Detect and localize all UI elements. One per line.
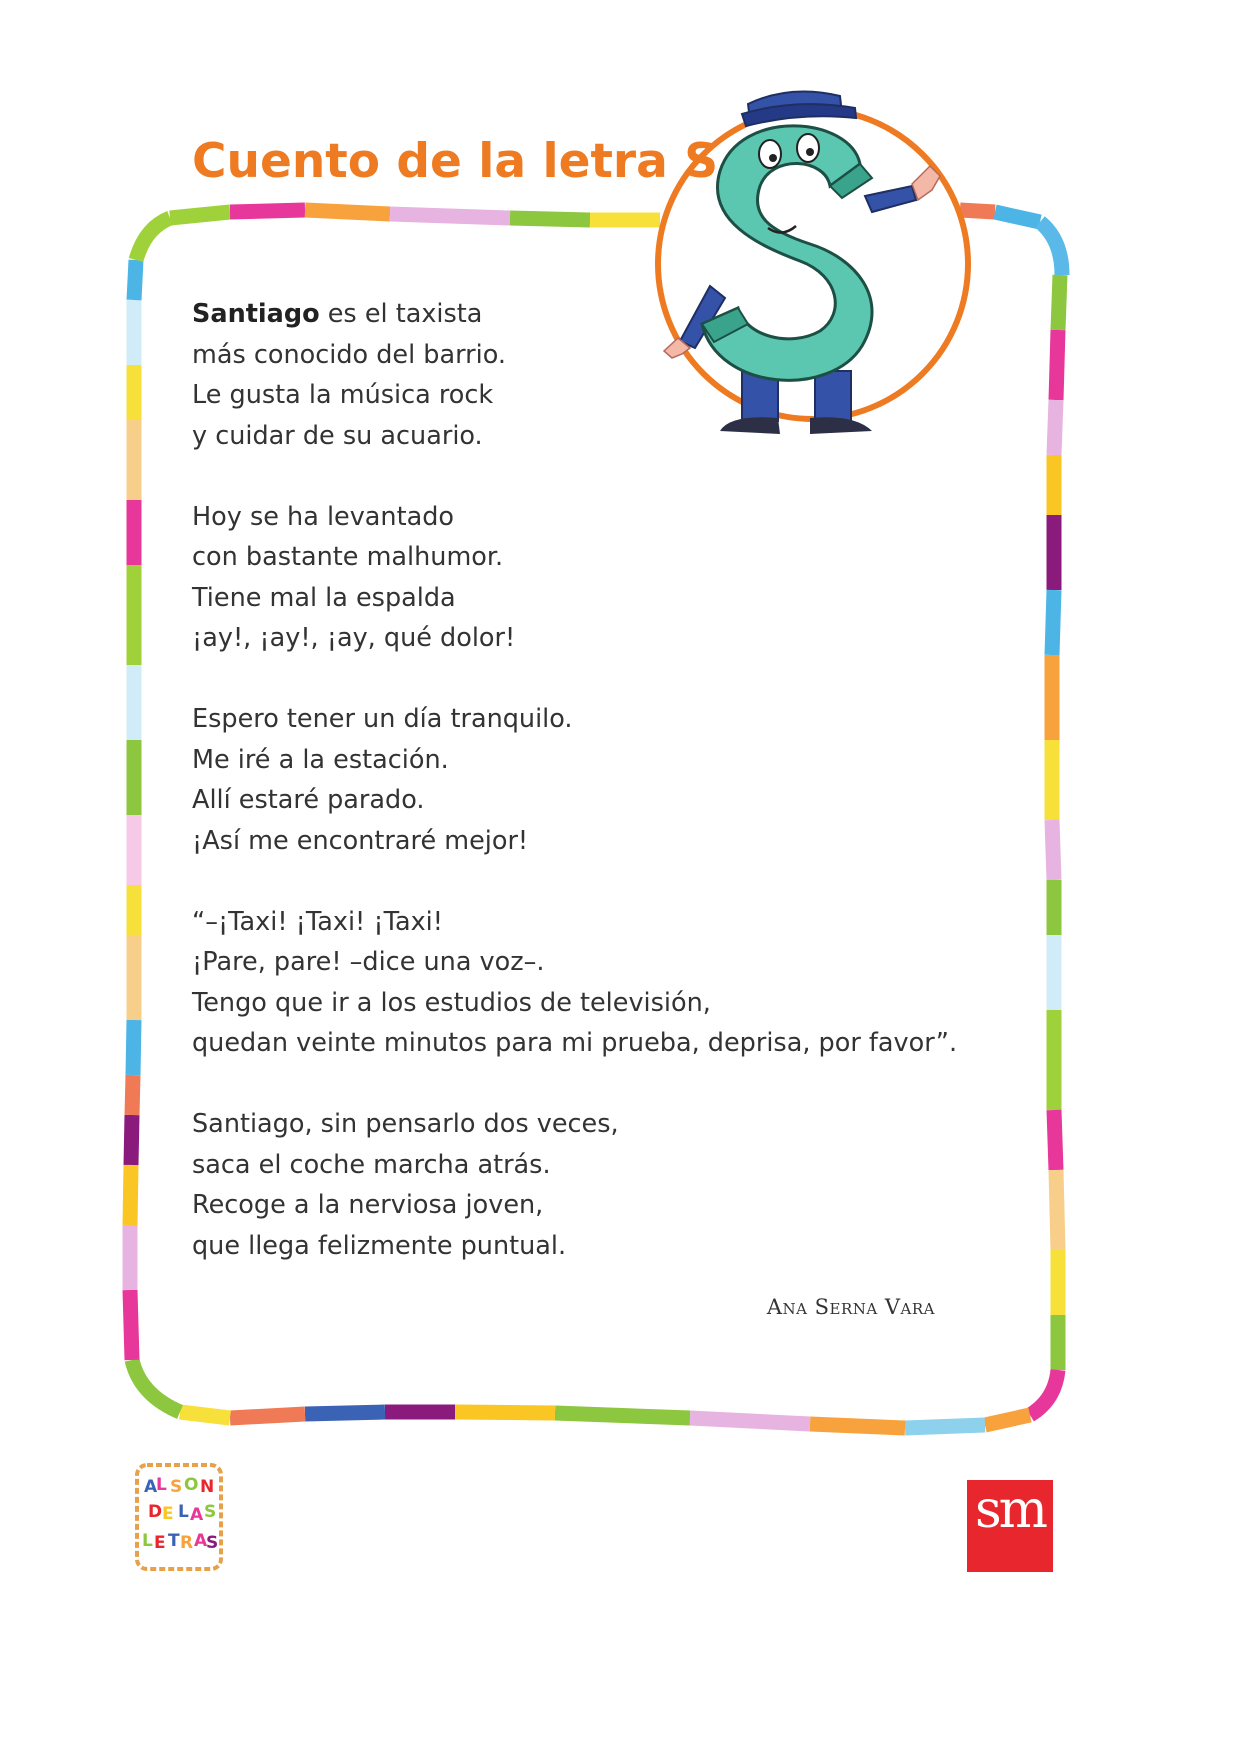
svg-text:L: L bbox=[156, 1475, 167, 1495]
poem-line: Tiene mal la espalda bbox=[192, 582, 456, 613]
svg-text:A: A bbox=[194, 1531, 208, 1551]
svg-text:N: N bbox=[200, 1477, 215, 1497]
poem-line: ¡Así me encontraré mejor! bbox=[192, 825, 529, 856]
svg-text:R: R bbox=[180, 1533, 194, 1553]
stanza-1 bbox=[192, 294, 952, 456]
sm-logo-text: sm bbox=[975, 1480, 1045, 1540]
stanza-5 bbox=[192, 1104, 952, 1266]
poem-line: quedan veinte minutos para mi prueba, deprisa, por favor”. bbox=[192, 1028, 958, 1058]
stanza-2 bbox=[192, 497, 952, 659]
svg-text:L: L bbox=[142, 1531, 153, 1551]
poem-line: Hoy se ha levantado bbox=[192, 501, 455, 532]
page-title: Cuento de la letra S bbox=[192, 134, 719, 189]
svg-text:S: S bbox=[204, 1502, 217, 1522]
poem-line: Tengo que ir a los estudios de televisión, bbox=[192, 987, 711, 1018]
svg-text:E: E bbox=[162, 1504, 174, 1524]
poem-line: ¡ay!, ¡ay!, ¡ay, qué dolor! bbox=[192, 623, 516, 653]
al-son-de-las-letras-logo bbox=[134, 1462, 224, 1572]
poem-line: Allí estaré parado. bbox=[192, 785, 425, 815]
poem-line: que llega felizmente puntual. bbox=[192, 1230, 567, 1261]
poem-line: Me iré a la estación. bbox=[192, 744, 449, 775]
sm-publisher-logo bbox=[967, 1480, 1053, 1572]
poem-line: Espero tener un día tranquilo. bbox=[192, 704, 573, 734]
poem-line bbox=[192, 294, 952, 335]
svg-text:L: L bbox=[178, 1502, 189, 1522]
svg-text:A: A bbox=[144, 1477, 158, 1497]
svg-text:O: O bbox=[184, 1475, 199, 1495]
author-credit: Ana Serna Vara bbox=[766, 1295, 935, 1319]
svg-text:A: A bbox=[190, 1505, 204, 1525]
svg-text:D: D bbox=[148, 1502, 163, 1522]
highlighted-name: Santiago bbox=[192, 299, 320, 329]
poem-line: Santiago, sin pensarlo dos veces, bbox=[192, 1109, 619, 1139]
svg-text:S: S bbox=[206, 1533, 219, 1553]
poem-line: Recoge a la nerviosa joven, bbox=[192, 1190, 544, 1220]
poem-line: con bastante malhumor. bbox=[192, 542, 504, 572]
svg-text:T: T bbox=[168, 1531, 180, 1551]
poem-line-rest: es el taxista bbox=[319, 299, 483, 329]
svg-text:E: E bbox=[154, 1533, 166, 1553]
poem-line: Le gusta la música rock bbox=[192, 380, 494, 410]
poem-line: ¡Pare, pare! –dice una voz–. bbox=[192, 947, 545, 977]
stanza-3 bbox=[192, 699, 952, 861]
stanza-4 bbox=[192, 902, 958, 1064]
poem-line: y cuidar de su acuario. bbox=[192, 420, 483, 451]
poem-line: “–¡Taxi! ¡Taxi! ¡Taxi! bbox=[192, 906, 443, 937]
poem-text bbox=[192, 294, 958, 1307]
poem-line: saca el coche marcha atrás. bbox=[192, 1149, 551, 1180]
poem-line: más conocido del barrio. bbox=[192, 339, 506, 370]
svg-text:S: S bbox=[170, 1477, 183, 1497]
